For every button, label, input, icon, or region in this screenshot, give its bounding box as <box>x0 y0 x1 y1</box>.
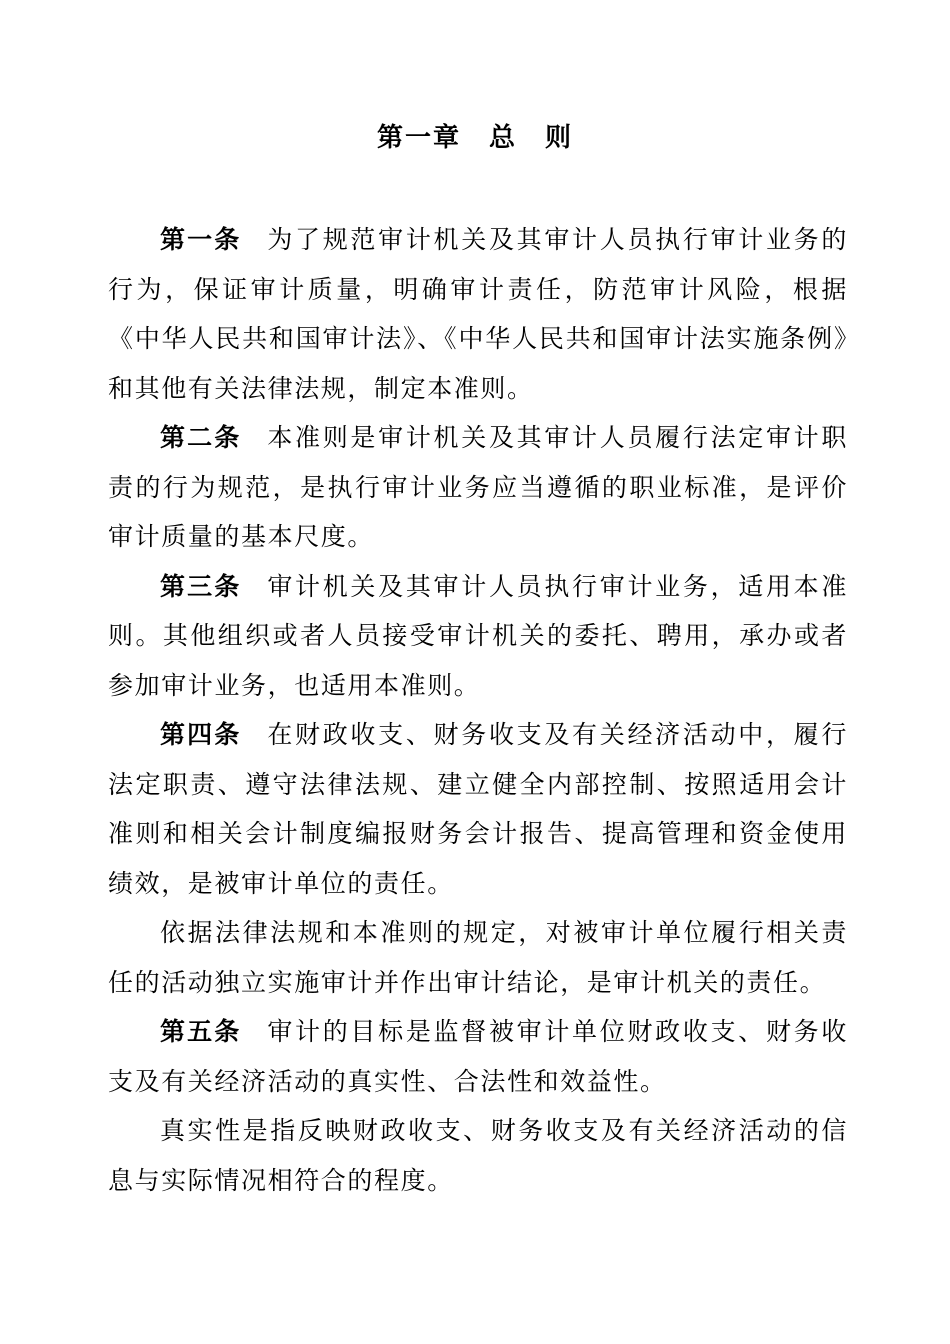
article-text: 本准则是审计机关及其审计人员履行法定审计职责的行为规范，是执行审计业务应当遵循的职业标准，是评价审计质量的基本尺度。 <box>108 423 848 551</box>
article-5-paragraph <box>108 1007 848 1106</box>
article-label: 第五条 <box>160 1017 242 1046</box>
article-label: 第四条 <box>160 720 242 749</box>
document-body <box>108 215 848 1205</box>
article-text: 审计的目标是监督被审计单位财政收支、财务收支及有关经济活动的真实性、合法性和效益性。 <box>108 1017 848 1096</box>
article-text: 审计机关及其审计人员执行审计业务，适用本准则。其他组织或者人员接受审计机关的委托、聘用，承办或者参加审计业务，也适用本准则。 <box>108 571 848 700</box>
paragraph-text: 依据法律法规和本准则的规定，对被审计单位履行相关责任的活动独立实施审计并作出审计结论，是审计机关的责任。 <box>108 918 848 997</box>
article-4-continuation-paragraph <box>108 908 848 1007</box>
article-2-paragraph <box>108 413 848 562</box>
article-1-paragraph <box>108 215 848 413</box>
article-text: 在财政收支、财务收支及有关经济活动中，履行法定职责、遵守法律法规、建立健全内部控制、按照适用会计准则和相关会计制度编报财务会计报告、提高管理和资金使用绩效，是被审计单位的责任。 <box>108 720 848 898</box>
article-text: 为了规范审计机关及其审计人员执行审计业务的行为，保证审计质量，明确审计责任，防范审计风险，根据《中华人民共和国审计法》、《中华人民共和国审计法实施条例》和其他有关法律法规，制定本准则。 <box>108 225 848 403</box>
chapter-title: 第一章 总 则 <box>376 123 573 153</box>
paragraph-text: 真实性是指反映财政收支、财务收支及有关经济活动的信息与实际情况相符合的程度。 <box>108 1116 848 1195</box>
article-3-paragraph <box>108 562 848 711</box>
article-5-continuation-paragraph <box>108 1106 848 1205</box>
article-label: 第一条 <box>160 225 242 254</box>
article-label: 第二条 <box>160 423 242 452</box>
article-4-paragraph <box>108 710 848 908</box>
article-label: 第三条 <box>160 571 242 601</box>
